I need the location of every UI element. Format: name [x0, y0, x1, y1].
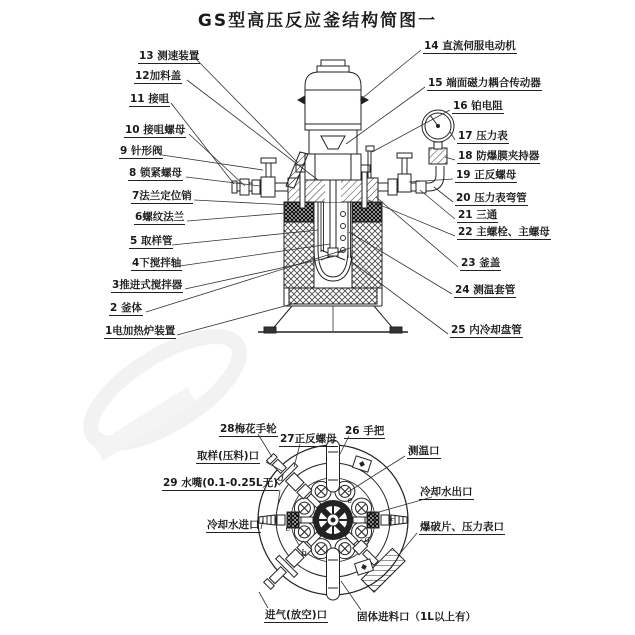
label-26-handle: 26 手把 — [344, 425, 385, 439]
gas-vent-valve — [258, 525, 328, 595]
label-18-disc-holder: 18 防爆膜夹持器 — [457, 150, 540, 164]
port-letter-c: c — [285, 524, 291, 534]
label-9-needle-valve: 9 针形阀 — [119, 145, 163, 159]
label-10-nozzle-nut: 10 接咀螺母 — [124, 124, 186, 138]
label-29-water-nozzle: 29 水嘴(0.1-0.25L无) — [162, 477, 279, 491]
label-22-main-bolt-nut: 22 主螺栓、主螺母 — [457, 226, 551, 240]
label-14-motor: 14 直流伺服电动机 — [423, 40, 517, 54]
port-letter-d: d — [278, 474, 284, 484]
label-19-reverse-nut: 19 正反螺母 — [455, 169, 517, 183]
label-cooling-water-in: 冷却水进口 — [206, 519, 261, 533]
label-15-magnetic-coupler: 15 端面磁力耦合传动器 — [427, 77, 542, 91]
label-25-cooling-coil: 25 内冷却盘管 — [450, 324, 523, 338]
port-letter-f: f — [389, 518, 393, 528]
label-4-stir-shaft: 4下搅拌轴 — [131, 257, 182, 271]
left-valve-assembly — [232, 158, 288, 197]
label-27-reverse-nut: 27正反螺母 — [279, 433, 338, 447]
center-hub — [314, 501, 352, 539]
label-11-nozzle: 11 接咀 — [129, 93, 170, 107]
label-16-pt-resistance: 16 铂电阻 — [452, 100, 504, 114]
pressure-gauge — [422, 110, 454, 164]
label-13-speed-device: 13 测速装置 — [138, 50, 200, 64]
label-solid-feed-port: 固体进料口（1L以上有） — [357, 611, 476, 623]
label-20-gauge-bend: 20 压力表弯管 — [455, 192, 528, 206]
label-7-flange-pin: 7法兰定位销 — [131, 190, 193, 204]
label-6-threaded-flange: 6螺纹法兰 — [134, 211, 185, 225]
motor-and-coupling — [286, 60, 368, 188]
port-letter-b: b — [301, 549, 307, 559]
label-8-lock-nut: 8 锁紧螺母 — [128, 167, 183, 181]
label-cooling-water-out: 冷却水出口 — [419, 486, 474, 500]
label-12-feed-cover: 12加料盖 — [134, 70, 182, 84]
page-title: GS型高压反应釜结构简图一 — [197, 11, 438, 31]
port-letter-g: g — [364, 535, 370, 545]
label-5-sampling-tube: 5 取样管 — [129, 235, 173, 249]
label-2-kettle-body: 2 釜体 — [109, 302, 143, 316]
label-3-propeller: 3推进式搅拌器 — [111, 279, 183, 293]
label-17-pressure-gauge: 17 压力表 — [457, 130, 509, 144]
label-23-kettle-lid: 23 釜盖 — [460, 257, 501, 271]
label-28-handwheel: 28梅花手轮 — [219, 423, 278, 437]
label-gas-vent-port: 进气(放空)口 — [264, 609, 328, 623]
label-1-heater: 1电加热炉装置 — [104, 325, 176, 339]
label-21-tee: 21 三通 — [457, 209, 498, 223]
inner-vessel — [314, 202, 352, 281]
port-letter-e: e — [347, 496, 353, 506]
label-sampling-port: 取样(压料)口 — [196, 450, 260, 464]
top-view-drawing — [258, 434, 432, 610]
label-24-thermowell: 24 测温套管 — [454, 284, 516, 298]
label-rupture-disc-port: 爆破片、压力表口 — [419, 521, 505, 535]
port-tag-upper — [353, 456, 372, 472]
label-temp-port: 测温口 — [407, 445, 441, 459]
